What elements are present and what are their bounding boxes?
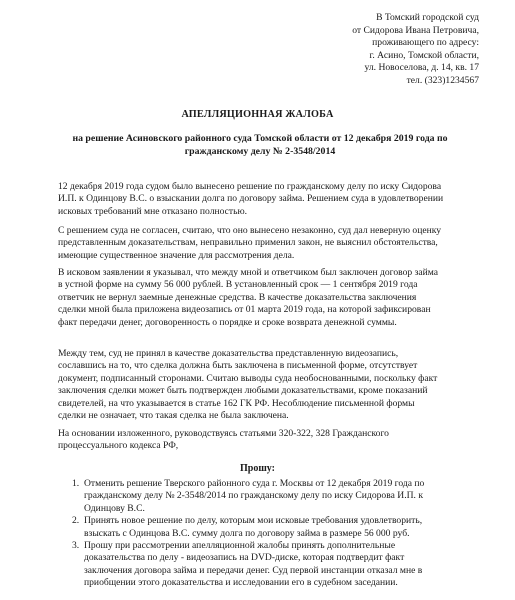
request-list: [58, 478, 480, 590]
paragraph-line: факт передачи денег, договоренность о порядке и сроке возврата денежной суммы.: [58, 316, 397, 328]
paragraph-line: сделки не означает, что такая сделка не была заключена.: [58, 410, 289, 422]
paragraph-line: В исковом заявлении я указывал, что между мной и ответчиком был заключен договор займа: [58, 267, 439, 278]
paragraph-line: процессуального кодекса РФ,: [58, 440, 179, 452]
request-item-line: взыскать с Одинцова В.С. сумму долга по договору займа в размере 56 000 руб.: [84, 527, 410, 539]
paragraph-line: в устной форме на сумму 56 000 рублей. В установленный срок — 1 сентября 2019 года: [58, 279, 418, 291]
paragraph-claim: [58, 267, 480, 329]
paragraph-line: имеющие существенное значение для рассмотрения дела.: [58, 249, 295, 261]
paragraph-line: документ, подписанный сторонами. Считаю выводы суда необоснованными, поскольку факт: [58, 372, 438, 384]
addressee-line: от Сидорова Ивана Петровича,: [352, 24, 479, 36]
request-item: [58, 515, 480, 540]
paragraph-line: сделки мной была приложена видеозапись от 01 марта 2019 года, на которой зафиксирован: [58, 304, 431, 316]
request-item-line: заключения договора займа и передачи денег. Суд первой инстанции отказал мне в: [84, 564, 423, 576]
request-item: [58, 478, 480, 515]
paragraph-line: Между тем, суд не принял в качестве доказательства представленную видеозапись,: [58, 348, 399, 359]
paragraph-line: С решением суда не согласен, считаю, что оно вынесено незаконно, суд дал неверную оценку: [58, 225, 442, 236]
addressee-block: [352, 12, 479, 87]
paragraph-line: исковых требований мне отказано полностью.: [58, 205, 248, 217]
request-item-number: 1.: [72, 478, 80, 489]
request-item-line: Прошу при рассмотрении апелляционной жалобы принять дополнительные: [84, 540, 396, 552]
addressee-line: тел. (323)1234567: [406, 74, 479, 86]
request-item-line: Принять новое решение по делу, которым мои исковые требования удовлетворить,: [84, 515, 423, 527]
request-item-line: Отменить решение Тверского районного суда г. Москвы от 12 декабря 2019 года по: [84, 478, 425, 489]
request-item-line: доказательства по делу - видеозапись на DVD-диске, которая подтвердит факт: [84, 552, 405, 564]
paragraph-line: сославшись на то, что сделка должна быть заключена в письменной форме, отсутствует: [58, 360, 418, 372]
paragraph-decision: [58, 181, 480, 218]
paragraph-line: представленным доказательствам, неправильно применил закон, не выяснил обстоятельства,: [58, 237, 438, 249]
paragraph-line: 12 декабря 2019 года судом было вынесено решение по гражданскому делу по иску Сидорова: [58, 181, 442, 192]
addressee-line: В Томский городской суд: [376, 12, 479, 23]
paragraph-argument: [58, 348, 480, 422]
paragraph-line: На основании изложенного, руководствуясь статьями 320-322, 328 Гражданского: [58, 428, 389, 439]
paragraph-line: свидетелей, на что указывается в статье 162 ГК РФ. Несоблюдение письменной формы: [58, 397, 415, 409]
addressee-line: проживающего по адресу:: [372, 37, 479, 48]
request-item: [58, 540, 480, 590]
paragraph-basis: [58, 428, 480, 453]
paragraph-line: И.П. к Одинцову В.С. о взыскании долга по договору займа. Решением суда в удовлетворении: [58, 193, 444, 205]
addressee-line: ул. Новоселова, д. 14, кв. 17: [364, 62, 479, 73]
request-heading: Прошу:: [240, 463, 275, 474]
document-subtitle: на решение Асиновского районного суда Томской области от 12 декабря 2019 года по гражданскому делу № 2-3548/2014: [72, 133, 448, 157]
request-item-line: гражданскому делу № 2-3548/2014 по гражданскому делу по иску Сидорова И.П. к: [84, 490, 423, 502]
request-item-number: 3.: [72, 540, 80, 552]
document-title: АПЕЛЛЯЦИОННАЯ ЖАЛОБА: [181, 109, 334, 120]
request-item-line: Одинцову В.С.: [84, 502, 145, 514]
paragraph-line: заключения сделки может быть подтвержден любыми доказательствами, кроме показаний: [58, 385, 428, 397]
addressee-line: г. Асино, Томской области,: [369, 49, 479, 61]
paragraph-disagreement: [58, 225, 480, 262]
paragraph-line: ответчик не вернул заемные денежные средства. В качестве доказательства заключения: [58, 291, 417, 303]
request-item-number: 2.: [72, 515, 80, 527]
request-item-line: приобщении этого доказательства и исследовании его в судебном заседании.: [84, 577, 398, 589]
